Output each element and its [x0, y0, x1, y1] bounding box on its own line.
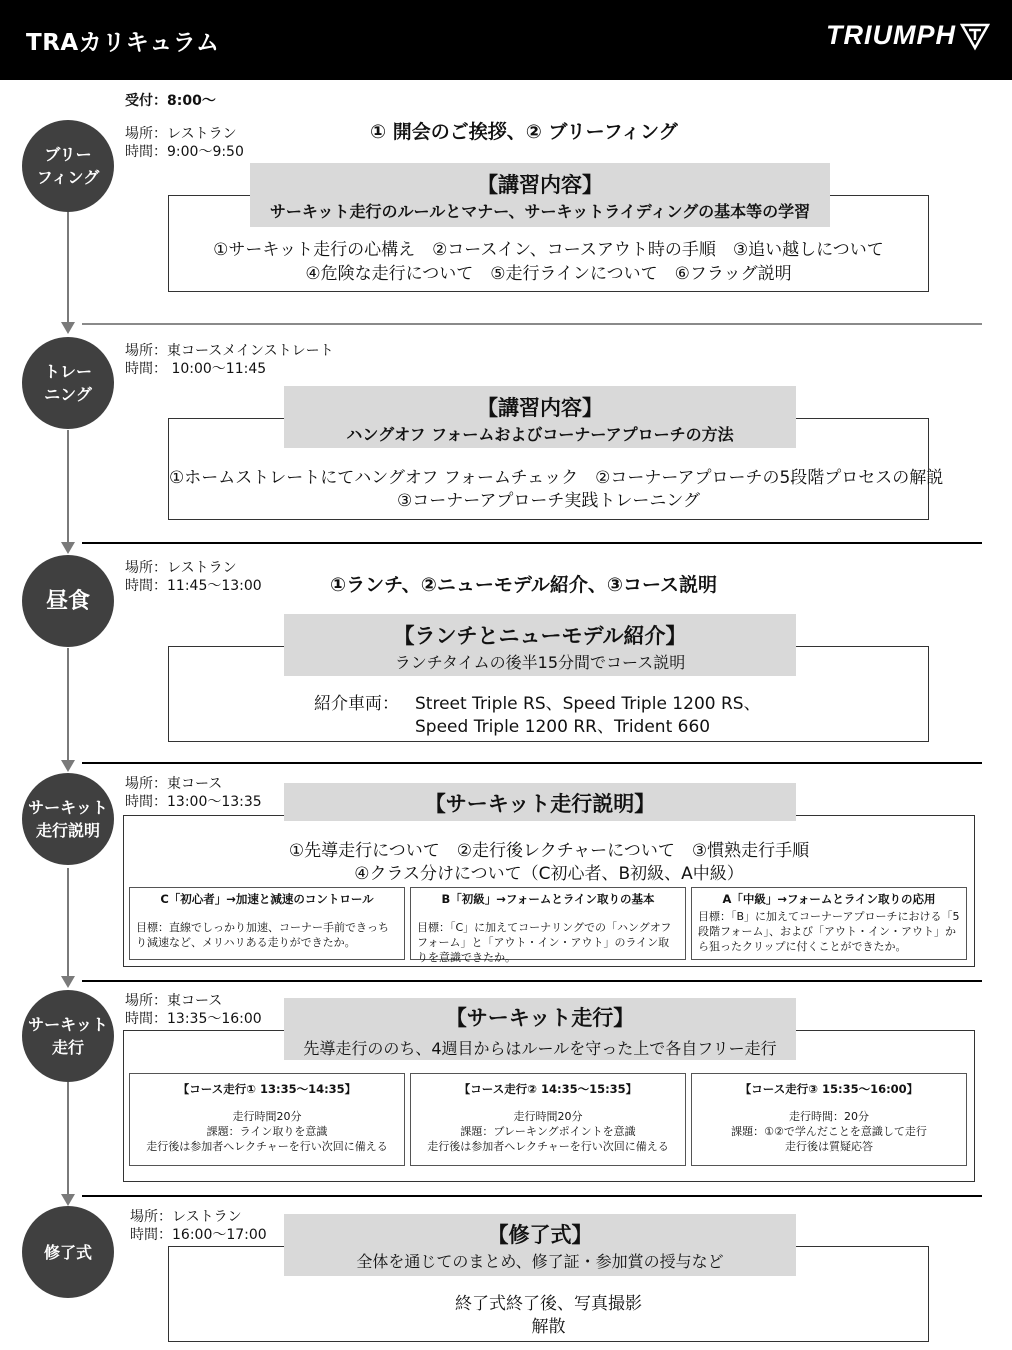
location-text: 場所：東コースメインストレート: [125, 343, 334, 359]
class-card-b: [410, 887, 686, 964]
step-circle-closing: [22, 1206, 114, 1298]
time-text: 時間： 10:00～11:45: [125, 361, 267, 377]
step-meta: [125, 775, 262, 811]
content-line: ④危険な走行について ⑤走行ラインについて ⑥フラッグ説明: [305, 264, 792, 284]
box-title-band: [284, 1214, 796, 1276]
content-line: 解散: [531, 1317, 566, 1337]
box-subtitle: ランチタイムの後半15分間でコース説明: [394, 653, 686, 672]
time-text: 時間：13:00～13:35: [125, 794, 262, 810]
box-title: 【サーキット走行】: [445, 1006, 635, 1030]
timeline-connector: [67, 648, 69, 760]
triumph-shield-icon: [960, 21, 990, 51]
box-title-band: [250, 163, 830, 227]
class-goal: 目標：「C」に加えてコーナリングでの「ハングオフフォーム」と「アウト・イン・アウト」のライン取りを意識できたか。: [417, 921, 672, 964]
class-title: C「初心者」→加速と減速のコントロール: [160, 892, 374, 906]
section-headline: ① 開会のご挨拶、② ブリーフィング: [370, 121, 678, 143]
step-label-line: フィング: [36, 168, 100, 187]
timeline-arrow: [61, 322, 75, 334]
location-text: 場所：東コース: [125, 776, 223, 792]
content-line: ①サーキット走行の心構え ②コースイン、コースアウト時の手順 ③追い越しについて: [213, 240, 884, 260]
session-line: 課題：ライン取りを意識: [206, 1125, 328, 1138]
vehicle-label: 紹介車両：: [314, 694, 399, 714]
box-subtitle: 全体を通じてのまとめ、修了証・参加賞の授与など: [356, 1252, 724, 1271]
step-circle-briefing: [22, 120, 114, 212]
class-title: A「中級」→フォームとライン取りの応用: [722, 892, 936, 906]
box-title: 【修了式】: [487, 1223, 593, 1247]
box-title: 【サーキット走行説明】: [424, 792, 656, 816]
vehicle-line: Speed Triple 1200 RR、Trident 660: [415, 717, 711, 737]
class-title: B「初級」→フォームとライン取りの基本: [441, 892, 655, 906]
step-meta: [125, 559, 262, 595]
session-line: 走行後は参加者へレクチャーを行い次回に備える: [427, 1140, 669, 1153]
session-line: 走行時間：20分: [789, 1110, 869, 1123]
step-label-line: ニング: [44, 385, 92, 404]
session-line: 走行後は質疑応答: [785, 1140, 873, 1153]
location-text: 場所：レストラン: [125, 560, 237, 576]
timeline-arrow: [61, 976, 75, 988]
step-meta: [130, 1208, 267, 1244]
class-card-c: [129, 887, 405, 960]
session-line: 走行後は参加者へレクチャーを行い次回に備える: [146, 1140, 388, 1153]
content-box: [123, 815, 975, 967]
timeline-connector: [67, 868, 69, 976]
content-line: 終了式終了後、写真撮影: [455, 1294, 642, 1314]
content-line: ④クラス分けについて（C初心者、B初級、A中級）: [354, 864, 744, 884]
reception-time: 受付：8:00～: [125, 93, 216, 109]
session-card-2: [410, 1073, 686, 1166]
step-label-line: 修了式: [43, 1242, 92, 1262]
session-card-3: [691, 1073, 967, 1166]
page-title: TRAカリキュラム: [26, 30, 220, 56]
box-subtitle: サーキット走行のルールとマナー、サーキットライディングの基本等の学習: [269, 202, 811, 221]
step-meta: [125, 342, 334, 378]
location-text: 場所：レストラン: [130, 1209, 242, 1225]
timeline-connector: [67, 1082, 69, 1194]
session-line: 課題：ブレーキングポイントを意識: [460, 1125, 636, 1138]
session-title: 【コース走行② 14:35～15:35】: [458, 1082, 638, 1096]
session-title: 【コース走行③ 15:35～16:00】: [739, 1082, 919, 1096]
box-title: 【ランチとニューモデル紹介】: [393, 624, 687, 648]
step-label-line: サーキット: [28, 798, 108, 817]
class-card-a: [691, 887, 967, 960]
session-title: 【コース走行① 13:35～14:35】: [177, 1082, 357, 1096]
location-text: 場所：東コース: [125, 993, 223, 1009]
brand-wordmark: TRIUMPH: [826, 20, 956, 50]
step-circle-circuit-explanation: [22, 773, 114, 865]
content-line: ①先導走行について ②走行後レクチャーについて ③慣熟走行手順: [288, 841, 810, 861]
step-label-line: 走行説明: [35, 821, 100, 840]
class-goal: 目標：直線でしっかり加速、コーナー手前できっちり減速など、メリハリある走りができたか。: [136, 921, 389, 949]
time-text: 時間：9:00～9:50: [125, 144, 244, 160]
box-subtitle: 先導走行ののち、4週目からはルールを守った上で各自フリー走行: [303, 1039, 777, 1058]
time-text: 時間：16:00～17:00: [130, 1227, 267, 1243]
step-label-line: サーキット: [28, 1015, 108, 1034]
header-bar: [0, 0, 1012, 80]
step-label-line: 走行: [51, 1038, 84, 1057]
timeline-arrow: [61, 542, 75, 554]
section-divider: [82, 323, 982, 325]
section-divider: [82, 542, 982, 544]
step-circle-circuit-run: [22, 990, 114, 1082]
content-line: ①ホームストレートにてハングオフ フォームチェック ②コーナーアプローチの5段階プロセスの解説: [169, 468, 944, 488]
session-card-1: [129, 1073, 405, 1166]
content-line: ③コーナーアプローチ実践トレーニング: [396, 491, 701, 511]
timeline-arrow: [61, 1194, 75, 1206]
section-divider: [82, 980, 982, 982]
box-title-band: [284, 998, 796, 1060]
step-circle-training: [22, 337, 114, 429]
timeline-arrow: [61, 760, 75, 772]
box-title-band: [284, 614, 796, 676]
step-label-line: トレー: [43, 362, 92, 381]
box-title-band: [284, 386, 796, 448]
step-label-line: 昼食: [45, 588, 90, 614]
box-title: 【講習内容】: [477, 396, 603, 420]
session-line: 走行時間20分: [513, 1110, 583, 1123]
section-divider: [82, 1195, 982, 1197]
step-label-line: ブリー: [44, 145, 92, 164]
box-title: 【講習内容】: [477, 173, 603, 197]
class-goal: 目標：「B」に加えてコーナーアプローチにおける「5段階フォーム」、および「アウト・イン・アウト」から狙ったクリップに付くことができたか。: [698, 910, 960, 953]
step-meta: [125, 125, 244, 161]
box-subtitle: ハングオフ フォームおよびコーナーアプローチの方法: [346, 425, 734, 444]
vehicle-line: Street Triple RS、Speed Triple 1200 RS、: [415, 694, 761, 714]
section-divider: [82, 762, 982, 764]
box-title-band: [284, 783, 796, 821]
step-meta: [125, 992, 262, 1028]
session-line: 課題：①②で学んだことを意識して走行: [731, 1125, 927, 1138]
brand-logo: [826, 20, 990, 51]
location-text: 場所：レストラン: [125, 126, 237, 142]
timeline-connector: [67, 210, 69, 322]
time-text: 時間：13:35～16:00: [125, 1011, 262, 1027]
timeline-connector: [67, 430, 69, 542]
session-line: 走行時間20分: [232, 1110, 302, 1123]
section-headline: ①ランチ、②ニューモデル紹介、③コース説明: [330, 574, 718, 596]
step-circle-lunch: [22, 555, 114, 647]
time-text: 時間：11:45～13:00: [125, 578, 262, 594]
